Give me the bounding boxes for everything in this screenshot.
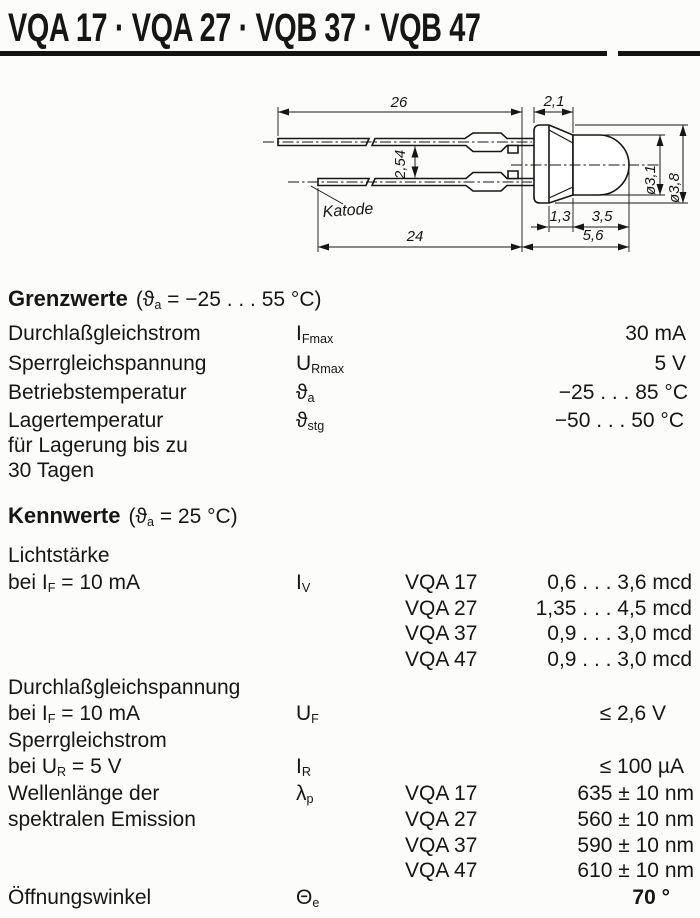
- table-row: [0, 322, 700, 349]
- row-value: 30 mA: [625, 322, 686, 345]
- row-value: 590 ± 10 nm: [577, 834, 694, 857]
- row-symbol: $I_{Fmax}$: [296, 322, 334, 347]
- device-name: VQA 17: [405, 782, 478, 805]
- table-row: [0, 834, 700, 861]
- row-symbol: $\lambda_p$: [296, 782, 314, 807]
- row-label: Durchlaßgleichstrom: [8, 322, 201, 345]
- device-name: VQA 47: [405, 859, 478, 882]
- row-condition: bei $I_F = 10$ mA: [8, 571, 141, 596]
- table-row: [0, 755, 700, 782]
- dim-label-24: 24: [406, 228, 424, 245]
- led-dimension-drawing: [255, 82, 700, 277]
- row-symbol: $U_F$: [296, 702, 319, 727]
- row-symbol: $ϑ_{stg}$: [296, 409, 325, 434]
- table-row: [0, 886, 700, 913]
- cathode-leader-line: [311, 186, 343, 204]
- row-value: 635 ± 10 nm: [577, 782, 694, 805]
- dim-label-5-6: 5,6: [582, 227, 604, 244]
- device-name: VQA 27: [405, 808, 478, 831]
- dim-label-2-54: 2,54: [392, 149, 409, 179]
- table-row-continuation: [0, 434, 700, 461]
- row-value: 610 ± 10 nm: [577, 859, 694, 882]
- table-row: [0, 648, 700, 675]
- table-row: [0, 729, 700, 756]
- heading-text: Grenzwerte: [8, 286, 128, 311]
- section-heading-kennwerte: [0, 503, 700, 530]
- row-condition: bei $I_F = 10$ mA: [8, 702, 141, 727]
- cathode-label: Katode: [322, 200, 374, 221]
- row-value: 0,9 . . . 3,0 mcd: [547, 622, 692, 645]
- table-row: [0, 544, 700, 571]
- row-label: Öffnungswinkel: [8, 886, 152, 909]
- row-condition: bei $U_R = 5$ V: [8, 755, 122, 780]
- table-row: [0, 859, 700, 886]
- table-row: [0, 622, 700, 649]
- row-label: Lichtstärke: [8, 544, 110, 567]
- row-value: ≤ 100 µA: [599, 755, 684, 778]
- row-value: 0,9 . . . 3,0 mcd: [547, 648, 692, 671]
- title-rule: [0, 51, 700, 56]
- device-name: VQA 37: [405, 834, 478, 857]
- row-value: 70 °: [632, 886, 670, 909]
- table-row: [0, 381, 700, 408]
- row-symbol: $I_V$: [296, 571, 311, 596]
- dim-label-dia-3-1: ø3,1: [642, 164, 659, 195]
- heading-condition: ($ϑ_a = -25$ . . . 55 °C): [135, 288, 322, 313]
- row-label: Lagertemperatur: [8, 409, 164, 432]
- row-value: 1,35 . . . 4,5 mcd: [535, 597, 692, 620]
- section-heading-grenzwerte: [0, 286, 700, 313]
- device-name: VQA 27: [405, 597, 478, 620]
- row-value: 5 V: [654, 352, 686, 375]
- row-symbol: $\Theta_e$: [296, 886, 320, 911]
- row-label: 30 Tagen: [8, 459, 95, 482]
- table-row: [0, 352, 700, 379]
- heading-condition: ($ϑ_a = 25$ °C): [128, 505, 238, 530]
- row-symbol: $ϑ_a$: [296, 381, 315, 406]
- row-symbol: $I_R$: [296, 755, 311, 780]
- row-label: spektralen Emission: [8, 808, 196, 831]
- row-label: Wellenlänge der: [8, 782, 160, 805]
- heading-text: Kennwerte: [8, 503, 121, 528]
- table-row: [0, 782, 700, 809]
- page-title: VQA 17 · VQA 27 · VQB 37 · VQB 47: [8, 6, 481, 50]
- dim-label-1-3: 1,3: [549, 208, 571, 225]
- dim-label-2-1: 2,1: [543, 93, 565, 110]
- row-value: 560 ± 10 nm: [577, 808, 694, 831]
- table-row: [0, 409, 700, 436]
- row-value: −25 . . . 85 °C: [558, 381, 688, 404]
- table-row-continuation: [0, 459, 700, 486]
- row-symbol: $U_{Rmax}$: [296, 352, 345, 377]
- row-label: Sperrgleichstrom: [8, 729, 167, 752]
- table-row: [0, 676, 700, 703]
- device-name: VQA 17: [405, 571, 478, 594]
- dim-label-dia-3-8: ø3,8: [666, 172, 683, 203]
- device-name: VQA 47: [405, 648, 478, 671]
- dim-label-3-5: 3,5: [591, 208, 613, 225]
- device-name: VQA 37: [405, 622, 478, 645]
- led-body: [534, 125, 629, 203]
- table-row: [0, 702, 700, 729]
- row-value: −50 . . . 50 °C: [554, 409, 684, 432]
- row-label: Sperrgleichspannung: [8, 352, 207, 375]
- table-row: [0, 597, 700, 624]
- row-value: ≤ 2,6 V: [599, 702, 666, 725]
- table-row: [0, 571, 700, 598]
- row-label: Betriebstemperatur: [8, 381, 187, 404]
- dim-label-26: 26: [390, 94, 408, 111]
- row-value: 0,6 . . . 3,6 mcd: [547, 571, 692, 594]
- row-label: Durchlaßgleichspannung: [8, 676, 241, 699]
- table-row: [0, 808, 700, 835]
- row-label: für Lagerung bis zu: [8, 434, 188, 457]
